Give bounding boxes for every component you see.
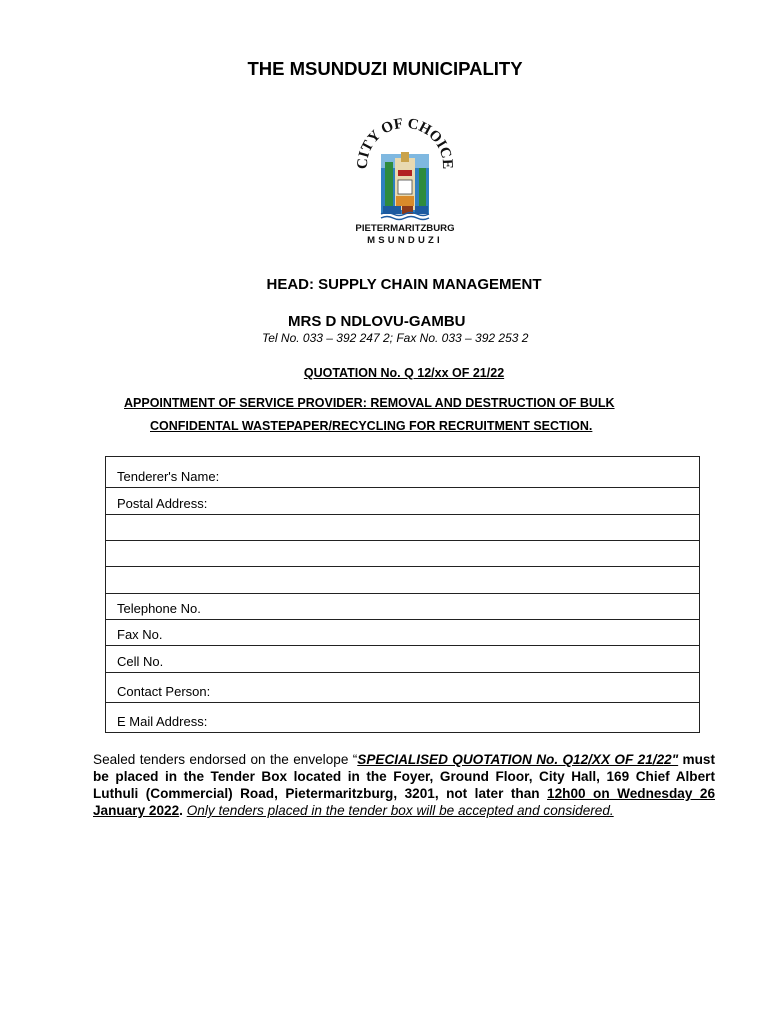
notice-quotation-ref: SPECIALISED QUOTATION No. Q12/XX OF 21/22": [357, 752, 679, 767]
municipality-logo: [355, 114, 455, 250]
form-row-postal-address[interactable]: Postal Address:: [106, 488, 700, 515]
logo-name-line2: MSUNDUZI: [367, 235, 443, 246]
form-row-telephone[interactable]: Telephone No.: [106, 594, 700, 620]
subject-line-2: CONFIDENTAL WASTEPAPER/RECYCLING FOR RECRUITMENT SECTION.: [150, 419, 593, 433]
notice-part-1: Sealed tenders endorsed on the envelope “: [93, 752, 358, 767]
form-row-contact-person[interactable]: Contact Person:: [106, 673, 700, 703]
form-row-postal-address-2[interactable]: [106, 515, 700, 541]
notice-part-5: .: [179, 803, 187, 818]
form-row-fax[interactable]: Fax No.: [106, 620, 700, 646]
submission-notice: [93, 751, 715, 819]
contact-tel-fax: Tel No. 033 – 392 247 2; Fax No. 033 – 392 253 2: [262, 331, 529, 345]
form-row-postal-address-4[interactable]: [106, 567, 700, 594]
notice-part-3: must be placed in the Tender Box located in the Foyer, Ground Floor, City Hall, 169 Chief Albert Luthuli (Commercial) Road, Pietermaritzburg, 3201, not later than: [93, 752, 715, 801]
notice-acceptance: Only tenders placed in the tender box will be accepted and considered.: [186, 803, 614, 818]
document-title: THE MSUNDUZI MUNICIPALITY: [247, 58, 523, 79]
tenderer-details-form: [105, 456, 700, 733]
notice-deadline: 12h00 on Wednesday 26 January 2022: [93, 786, 716, 818]
form-row-postal-address-3[interactable]: [106, 541, 700, 567]
subject-line-1: APPOINTMENT OF SERVICE PROVIDER: REMOVAL AND DESTRUCTION OF BULK: [124, 396, 615, 410]
quotation-number: QUOTATION No. Q 12/xx OF 21/22: [303, 366, 505, 380]
section-head: HEAD: SUPPLY CHAIN MANAGEMENT: [266, 276, 542, 293]
logo-arc-text: CITY OF CHOICE: [355, 115, 455, 170]
form-row-cell[interactable]: Cell No.: [106, 646, 700, 673]
city-of-choice-emblem: [355, 114, 455, 250]
contact-name: MRS D NDLOVU-GAMBU: [288, 313, 466, 330]
logo-name-line1: PIETERMARITZBURG: [355, 223, 455, 234]
form-row-tenderer-name[interactable]: Tenderer's Name:: [106, 457, 700, 488]
form-row-email[interactable]: E Mail Address:: [106, 703, 700, 733]
